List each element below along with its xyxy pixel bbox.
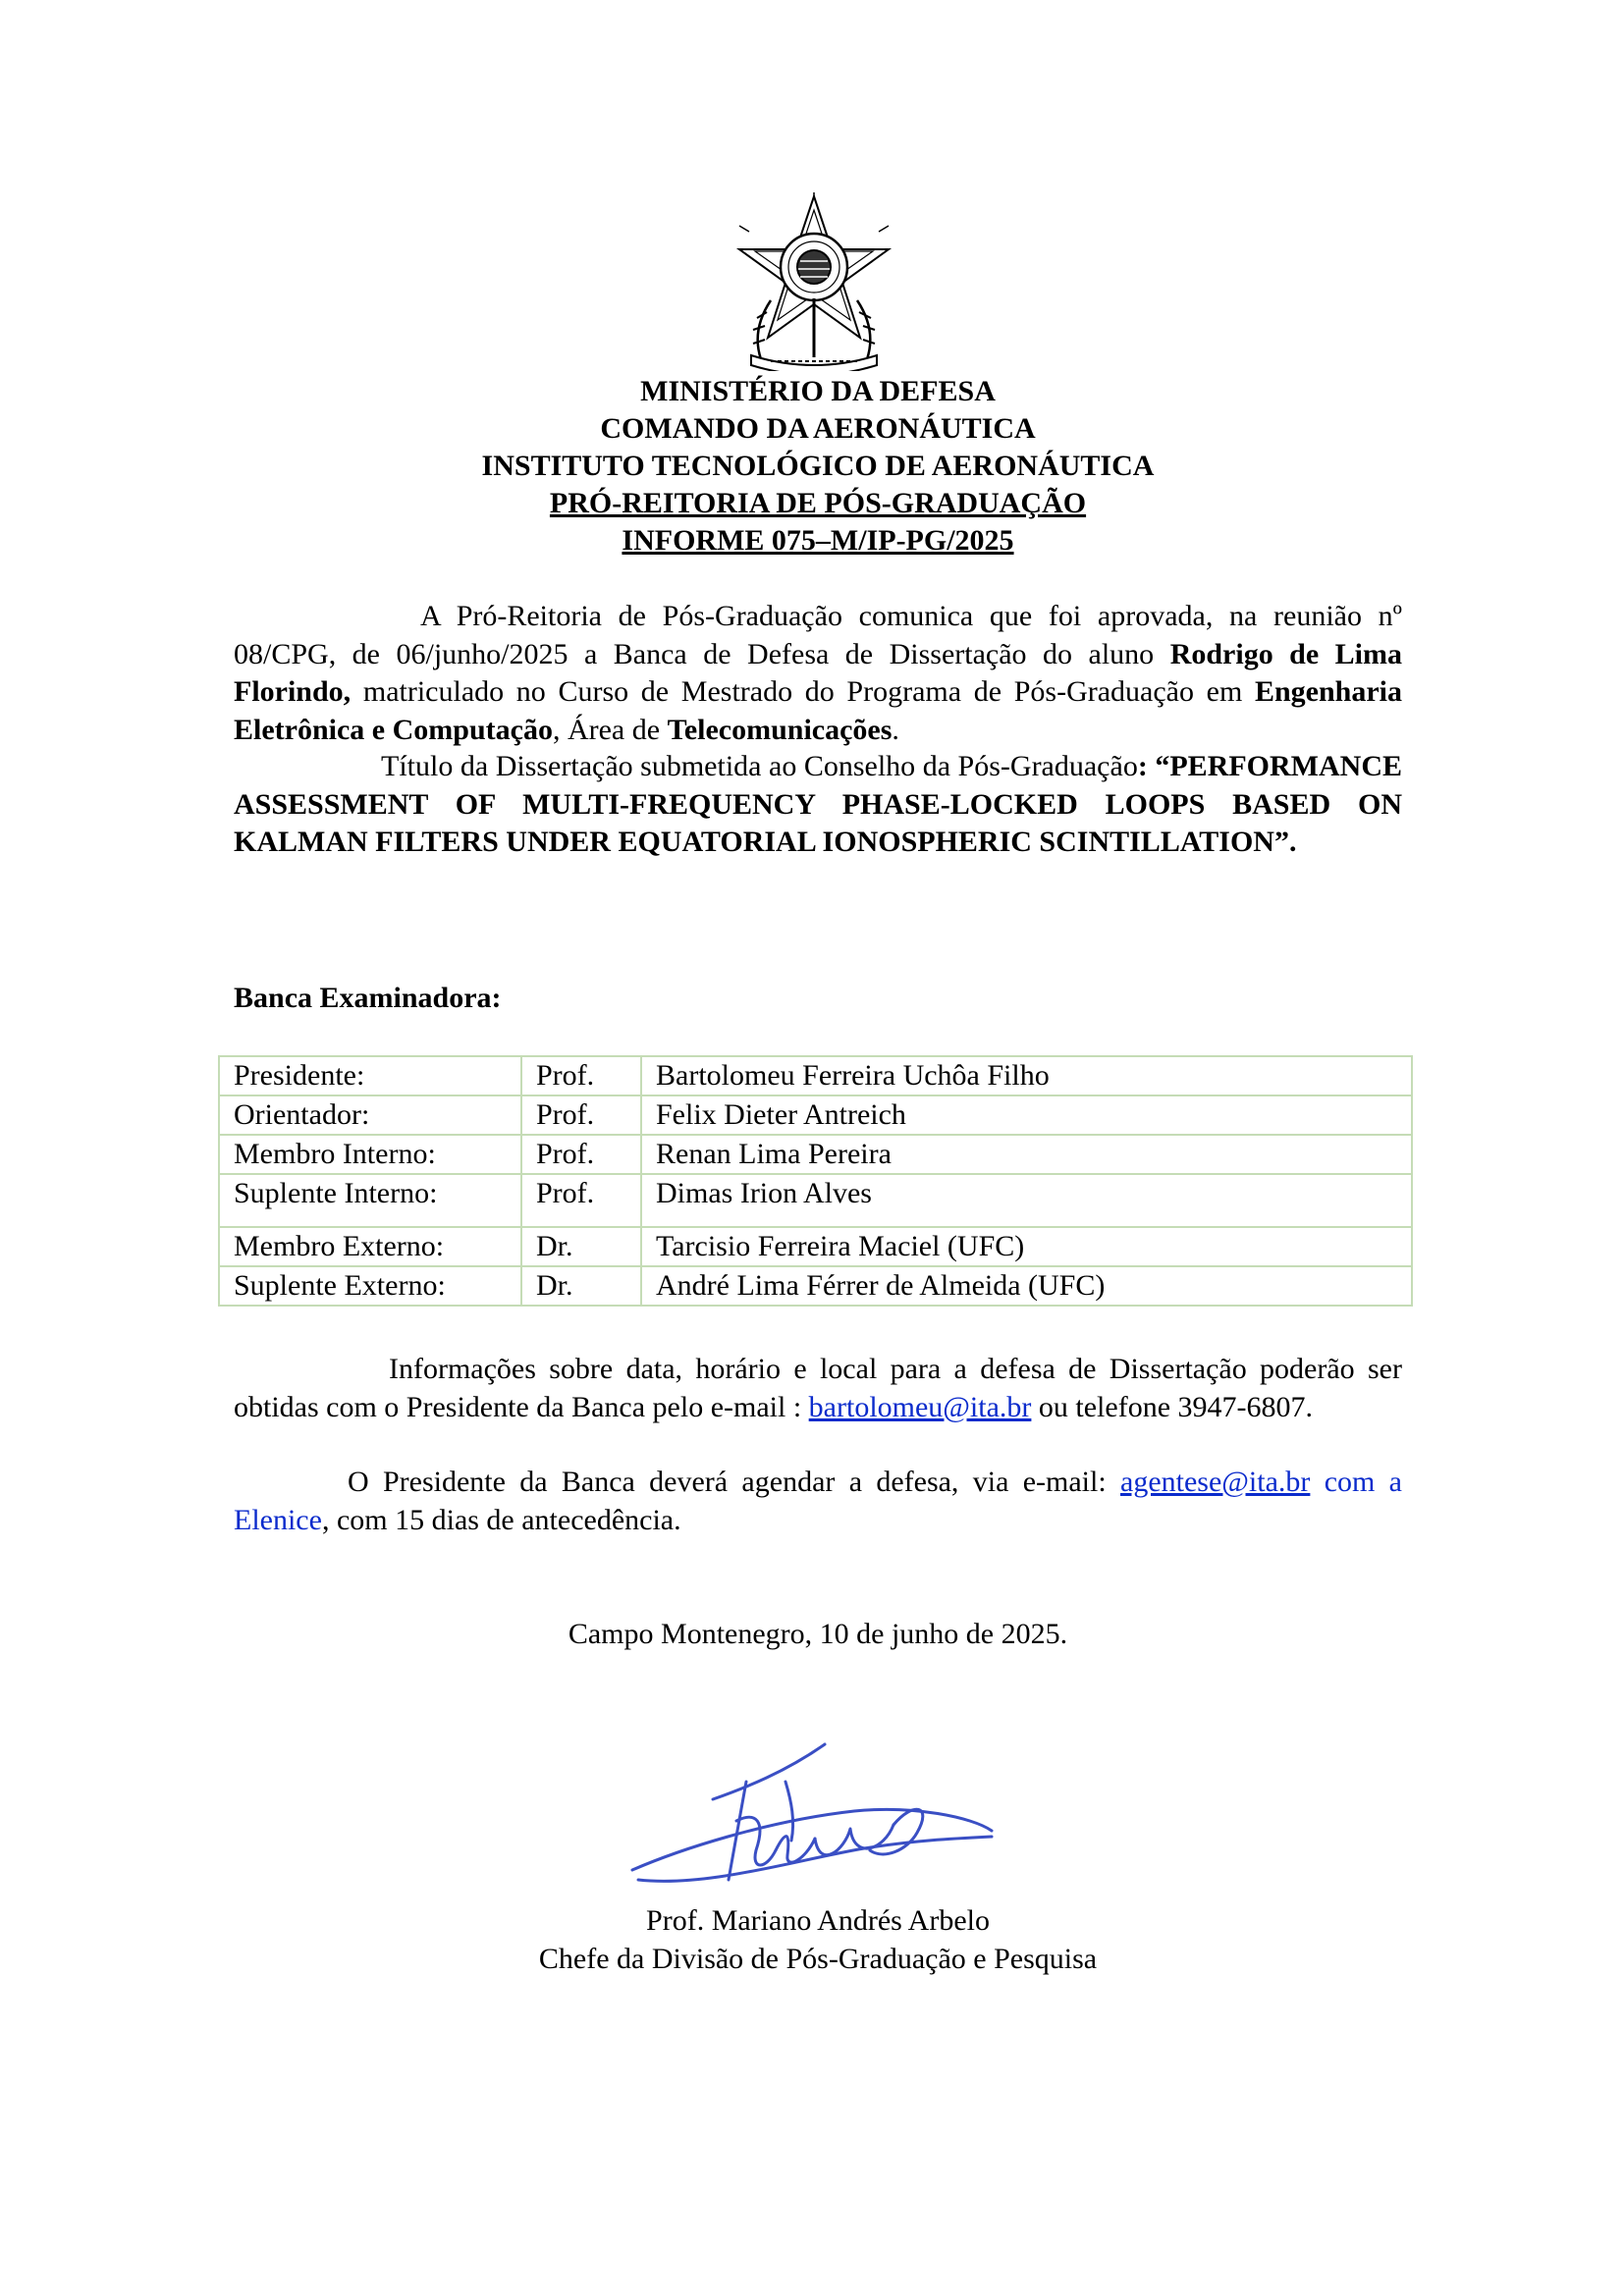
committee-member-name: Bartolomeu Ferreira Uchôa Filho (641, 1056, 1412, 1095)
president-email-link[interactable]: bartolomeu@ita.br (808, 1390, 1032, 1423)
brazil-coat-of-arms-icon (731, 192, 896, 371)
header-informe-number: INFORME 075–M/IP-PG/2025 (622, 524, 1014, 557)
committee-member-name: Tarcisio Ferreira Maciel (UFC) (641, 1227, 1412, 1266)
committee-row (219, 1095, 1412, 1135)
scheduling-text: O Presidente da Banca deverá agendar a defesa, via e-mail: (348, 1466, 1121, 1498)
dissertation-title: “PERFORMANCE ASSESSMENT OF MULTI-FREQUENCY PHASE-LOCKED LOOPS BASED ON KALMAN FILTERS UNDER EQUATORIAL IONOSPHERIC SCINTILLATION”. (234, 750, 1403, 858)
title-intro: Título da Dissertação submetida ao Conselho da Pós-Graduação (381, 750, 1138, 782)
committee-title: Dr. (521, 1227, 641, 1266)
letterhead (234, 373, 1402, 560)
elenice-text: com a Elenice (234, 1466, 1402, 1536)
committee-title: Prof. (521, 1095, 641, 1135)
header-ministry: MINISTÉRIO DA DEFESA (640, 375, 996, 407)
approval-paragraph (234, 598, 1402, 749)
info-text-2: ou telefone 3947-6807. (1031, 1390, 1314, 1423)
committee-row (219, 1174, 1412, 1227)
committee-member-name: Renan Lima Pereira (641, 1135, 1412, 1174)
committee-title: Prof. (521, 1135, 641, 1174)
committee-title: Prof. (521, 1174, 641, 1227)
committee-role: Membro Interno: (219, 1135, 521, 1174)
info-paragraph (234, 1351, 1402, 1426)
committee-role: Presidente: (219, 1056, 521, 1095)
agentese-email-link[interactable]: agentese@ita.br (1120, 1466, 1311, 1498)
signer-block (234, 1901, 1402, 1978)
committee-heading: Banca Examinadora: (234, 982, 502, 1014)
place-date: Campo Montenegro, 10 de junho de 2025. (568, 1618, 1068, 1650)
signer-name: Prof. Mariano Andrés Arbelo (646, 1904, 990, 1937)
approval-text-3: , Área de (552, 713, 668, 746)
committee-row (219, 1227, 1412, 1266)
title-colon: : (1137, 750, 1148, 782)
area-name: Telecomunicações (667, 713, 893, 746)
committee-role: Membro Externo: (219, 1227, 521, 1266)
signer-position: Chefe da Divisão de Pós-Graduação e Pesquisa (538, 1943, 1098, 1975)
dissertation-title-paragraph (234, 748, 1402, 862)
committee-member-name: Dimas Irion Alves (641, 1174, 1412, 1227)
handwritten-signature (619, 1723, 1011, 1909)
committee-member-name: André Lima Férrer de Almeida (UFC) (641, 1266, 1412, 1306)
approval-text-4: . (892, 713, 899, 746)
student-name: Rodrigo de Lima Florindo, (234, 637, 1403, 708)
committee-role: Orientador: (219, 1095, 521, 1135)
scheduling-paragraph (234, 1464, 1402, 1539)
committee-role: Suplente Interno: (219, 1174, 521, 1227)
committee-title: Dr. (521, 1266, 641, 1306)
info-text: Informações sobre data, horário e local para a defesa de Dissertação poderão ser obtidas com o Presidente da Banca pelo e-mail : (234, 1353, 1402, 1423)
committee-table (218, 1055, 1413, 1307)
committee-row (219, 1135, 1412, 1174)
scheduling-text-2: , com 15 dias de antecedência. (321, 1503, 681, 1536)
approval-text-2: matriculado no Curso de Mestrado do Programa de Pós-Graduação em (351, 675, 1255, 708)
program-name: Engenharia Eletrônica e Computação (234, 675, 1402, 746)
committee-title: Prof. (521, 1056, 641, 1095)
header-institute: INSTITUTO TECNOLÓGICO DE AERONÁUTICA (481, 450, 1155, 482)
committee-member-name: Felix Dieter Antreich (641, 1095, 1412, 1135)
committee-row (219, 1056, 1412, 1095)
committee-row (219, 1266, 1412, 1306)
approval-text: A Pró-Reitoria de Pós-Graduação comunica que foi aprovada, na reunião nº 08/CPG, de 06/junho/2025 a Banca de Defesa de Dissertação do aluno (234, 600, 1402, 670)
header-pro-rectory: PRÓ-REITORIA DE PÓS-GRADUAÇÃO (549, 487, 1087, 519)
committee-role: Suplente Externo: (219, 1266, 521, 1306)
header-command: COMANDO DA AERONÁUTICA (600, 412, 1036, 445)
